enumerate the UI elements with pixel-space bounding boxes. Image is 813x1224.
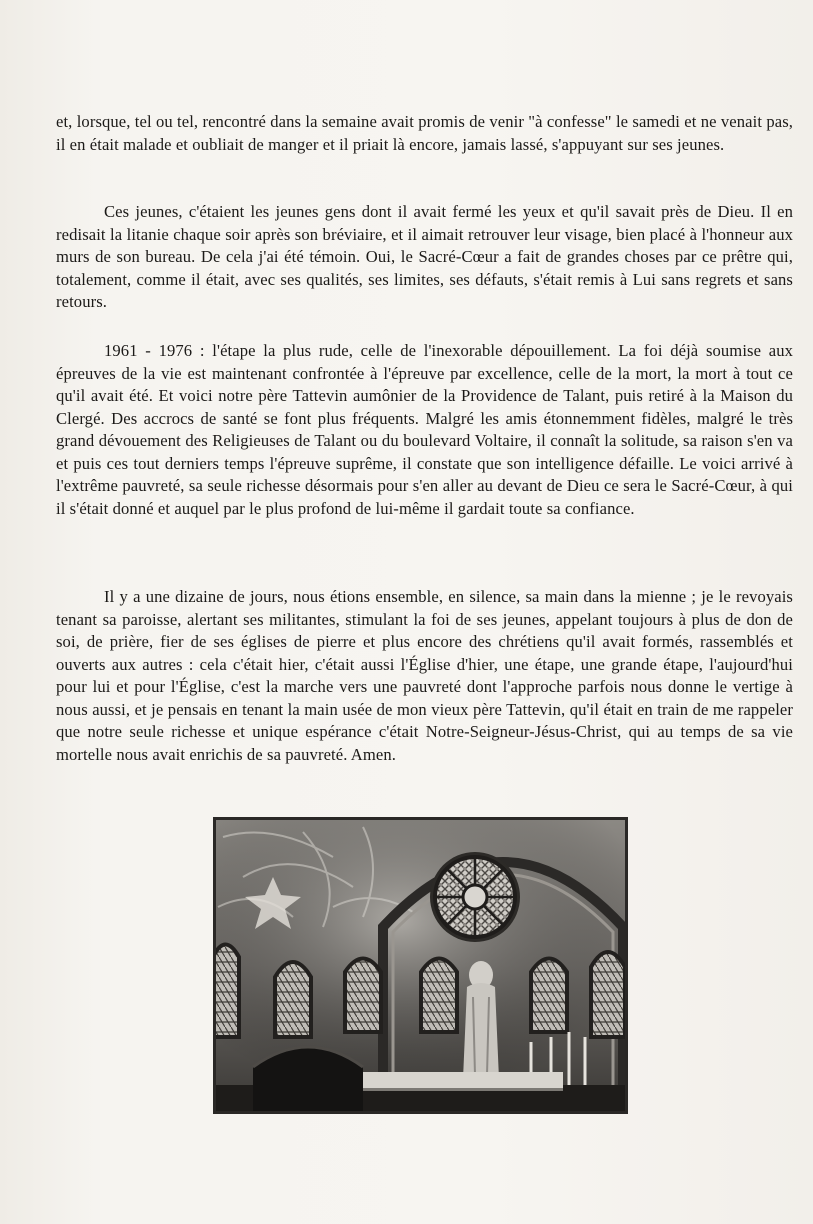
church-interior-photo xyxy=(213,817,628,1114)
paragraph-3 xyxy=(56,340,793,520)
paragraph-2-text: Ces jeunes, c'étaient les jeunes gens dont il avait fermé les yeux et qu'il savait près de Dieu. Il en redisait la litanie chaque soir après son bréviaire, et il aimait retrouver leur visage, bien placé à l'honneur aux murs de son bureau. De cela j'ai été témoin. Oui, le Sacré-Cœur a fait de grandes choses par ce prêtre qui, totalement, comme il était, avec ses qualités, ses limites, ses défauts, s'était remis à Lui sans regrets et sans retours. xyxy=(56,202,793,311)
paragraph-3-text: 1961 - 1976 : l'étape la plus rude, celle de l'inexorable dépouillement. La foi déjà soumise aux épreuves de la vie est maintenant confrontée à l'épreuve par excellence, celle de la mort, la mort à tout ce qu'il avait été. Et voici notre père Tattevin aumônier de la Providence de Talant, puis retiré à la Maison du Clergé. Des accrocs de santé se font plus fréquents. Malgré les amis étonnemment fidèles, malgré le très grand dévouement des Religieuses de Talant ou du boulevard Voltaire, il connaît la solitude, sa raison s'en va et puis ces tout derniers temps l'épreuve suprême, il constate que son intelligence défaille. Le voici arrivé à l'extrême pauvreté, sa seule richesse désormais pour s'en aller au devant de Dieu ce sera le Sacré-Cœur, à qui il s'était donné et auquel par le plus profond de lui-même il gardait toute sa confiance. xyxy=(56,341,793,518)
paragraph-1-text: et, lorsque, tel ou tel, rencontré dans la semaine avait promis de venir "à confesse" le samedi et ne venait pas, il en était malade et oubliait de manger et il priait là encore, jamais lassé, s'appuyant sur ses jeunes. xyxy=(56,112,793,154)
paragraph-4-text: Il y a une dizaine de jours, nous étions ensemble, en silence, sa main dans la mienne ; je le revoyais tenant sa paroisse, alertant ses militantes, stimulant la foi de ses jeunes, appelant toujours à plus de don de soi, de prière, fier de ses églises de pierre et plus encore des chrétiens qu'il avait formés, rassemblés et ouverts aux autres : cela c'était hier, c'était aussi l'Église d'hier, une étape, une grande étape, l'aujourd'hui pour lui et pour l'Église, c'est la marche vers une pauvreté dont l'approche parfois nous donne le vertige à nous aussi, et je pensais en tenant la main usée de mon vieux père Tattevin, qu'il était en train de me rappeler que notre seule richesse et unique espérance c'était Notre-Seigneur-Jésus-Christ, qui au temps de sa vie mortelle nous avait enrichis de sa pauvreté. Amen. xyxy=(56,587,793,764)
paragraph-4 xyxy=(56,586,793,766)
paragraph-1 xyxy=(56,111,793,156)
paragraph-2 xyxy=(56,201,793,314)
